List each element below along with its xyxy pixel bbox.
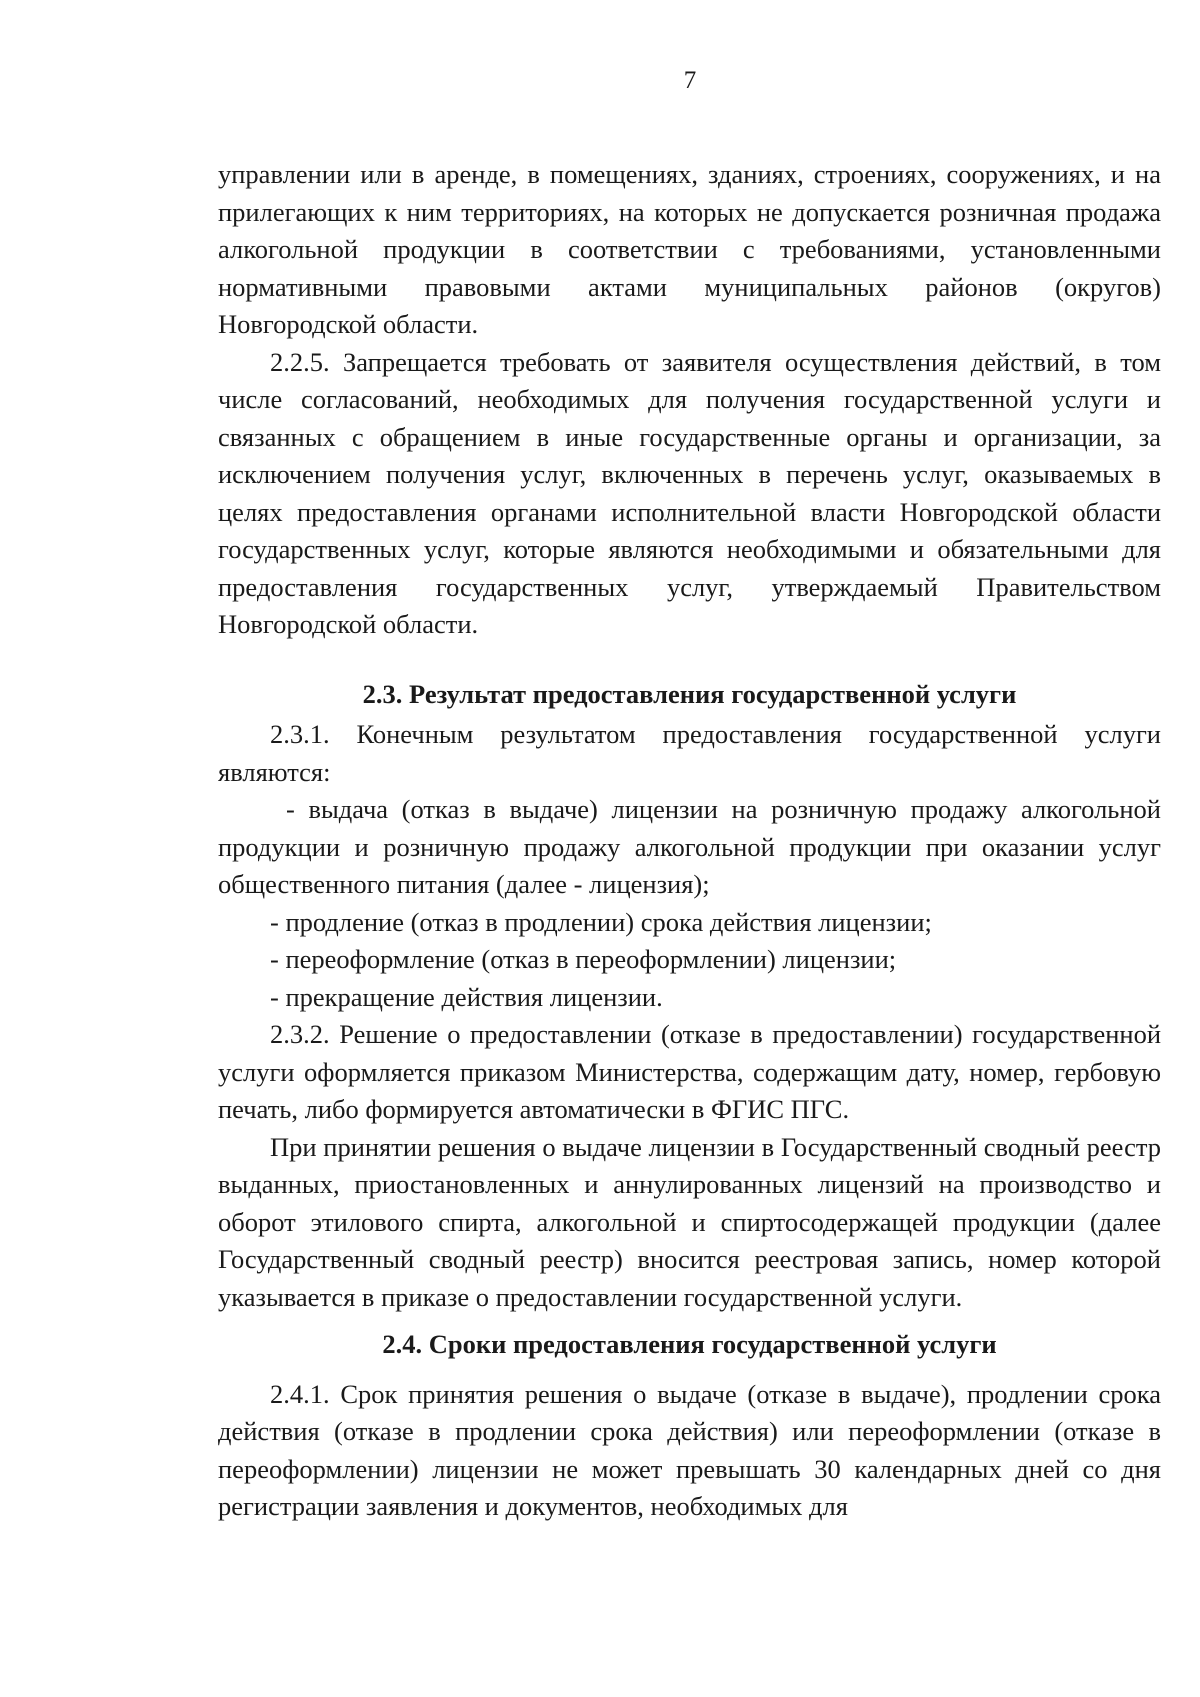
paragraph-2-2-5: 2.2.5. Запрещается требовать от заявителя осуществления действий, в том числе согласований, необходимых для получения государственной услуги и связанных с обращением в иные государственные органы и организации, за исключением получения услуг, включенных в перечень услуг, оказываемых в целях предоставления органами исполнительной власти Новгородской области государственных услуг, которые являются необходимыми и обязательными для предоставления государственных услуг, утверждаемый Правительством Новгородской области. — [218, 346, 1161, 639]
section-heading-2-4: 2.4. Сроки предоставления государственной услуги — [382, 1329, 997, 1359]
paragraph-continuation: управлении или в аренде, в помещениях, зданиях, строениях, сооружениях, и на прилегающих к ним территориях, на которых не допускается розничная продажа алкогольной продукции в соответствии с требованиями, установленными нормативными правовыми актами муниципальных районов (округов) Новгородской области. — [218, 159, 1161, 339]
paragraph-2-4-1: 2.4.1. Срок принятия решения о выдаче (отказе в выдаче), продлении срока действия (отказе в продлении срока действия) или переоформлении (отказе в переоформлении) лицензии не может превышать 30 календарных дней со дня регистрации заявления и документов, необходимых для — [218, 1378, 1161, 1521]
list-item-reissue: - переоформление (отказ в переоформлении) лицензии; — [270, 944, 897, 974]
list-item-extension: - продление (отказ в продлении) срока действия лицензии; — [270, 906, 932, 937]
document-body — [218, 156, 1161, 1526]
list-item-issuance: - выдача (отказ в выдаче) лицензии на розничную продажу алкогольной продукции и розничную продажу алкогольной продукции при оказании услуг общественного питания (далее - лицензия); — [218, 794, 1161, 899]
paragraph-registry: При принятии решения о выдаче лицензии в Государственный сводный реестр выданных, приостановленных и аннулированных лицензий на производство и оборот этилового спирта, алкогольной и спиртосодержащей продукции (далее Государственный сводный реестр) вносится реестровая запись, номер которой указывается в приказе о предоставлении государственной услуги. — [218, 1131, 1161, 1312]
paragraph-2-3-2: 2.3.2. Решение о предоставлении (отказе в предоставлении) государственной услуги оформляется приказом Министерства, содержащим дату, номер, гербовую печать, либо формируется автоматически в ФГИС ПГС. — [218, 1019, 1161, 1124]
page-number: 7 — [683, 67, 697, 94]
section-heading-2-3: 2.3. Результат предоставления государственной услуги — [362, 678, 1017, 709]
list-item-termination: - прекращение действия лицензии. — [270, 981, 663, 1012]
paragraph-2-3-1: 2.3.1. Конечным результатом предоставления государственной услуги являются: — [218, 719, 1161, 787]
